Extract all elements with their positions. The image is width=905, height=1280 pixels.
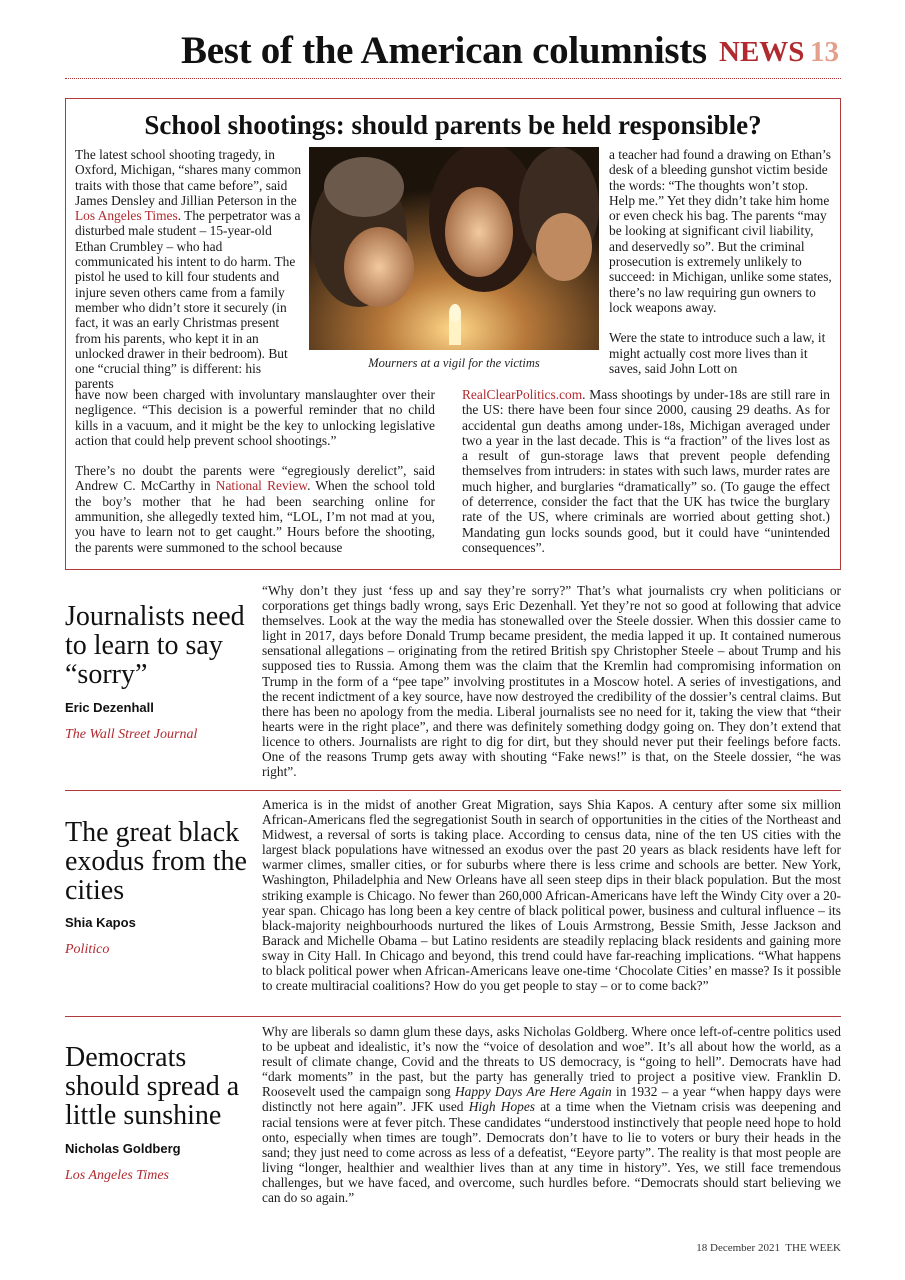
column-body: “Why don’t they just ‘fess up and say they’re sorry?” That’s what journalists cry when politicians or corporations get things badly wrong, says Eric Dezenhall. Yet they’re not so good at following that advice themselves. Look at the way the media has stonewalled over the Steele dossier. When this dossier came to light in 2017, days before Donald Trump became president, the media lapped it up. It contained numerous sensational allegations – originating from the retired British spy Christopher Steele – about Trump and his supposed ties to Russia. Among them was the claim that the Kremlin had compromising information on Trump in the form of a “pee tape” involving prostitutes in a Moscow hotel. A series of investigations, and the recent indictment of a key source, have now destroyed the credibility of the dossier’s central claims. But there has been no apology from the media. Liberal journalists see no need for it, taking the view that “their hearts were in the right place”, and there was definitely something dodgy going on. They don’t extend that licence to others. Journalists are right to dig for dirt, but they should never put their feelings before facts. One of the reasons Trump gets away with shouting “Fake news!” is that, on the Steele dossier, “he was right”. (262, 583, 841, 780)
magazine-name: THE WEEK (785, 1242, 841, 1254)
header-divider (65, 78, 841, 79)
column-author: Eric Dezenhall (65, 700, 154, 715)
song-title: Happy Days Are Here Again (454, 1084, 612, 1100)
column-title: Democrats should spread a little sunshine (65, 1042, 240, 1131)
issue-date: 18 December 2021 (696, 1242, 780, 1254)
photo-caption: Mourners at a vigil for the victims (368, 356, 540, 370)
page-number: 13 (810, 36, 839, 68)
feature-title: School shootings: should parents be held responsible? (144, 110, 762, 140)
feature-col2-bottom: RealClearPolitics.com. Mass shootings by under-18s are still rare in the US: there have been four since 2000, causing 29 deaths. As for accidental gun deaths among under-18s, Michigan averaged under two a year in the last decade. This is “a fraction” of the lives lost as a result of gun-storage laws that prevent people defending themselves from intruders: in states with such laws, murder rates are much higher, and burglaries “dramatically” so. (To gauge the effect of deterrence, consider the fact that the UK has twice the burglary rate of the US, where criminals are worried about getting shot.) Mandating gun locks sounds good, but it could have “unintended consequences”. (462, 387, 830, 555)
section-label: NEWS (719, 36, 805, 68)
column-author: Nicholas Goldberg (65, 1141, 181, 1156)
feature-col1-bottom: have now been charged with involuntary manslaughter over their negligence. “This decision is a powerful reminder that no child kills in a vacuum, and it might be the key to unlocking legislative action that could help prevent school shootings.” There’s no doubt the parents were “egregiously derelict”, said Andrew C. McCarthy in National Review. When the school told the boy’s mother that he had been searching online for ammunition, she allegedly texted him, “LOL, I’m not mad at you, you have to learn not to get caught.” Hours before the shooting, the parents were summoned to the school because (75, 387, 435, 555)
publication-link[interactable]: Los Angeles Times (75, 208, 178, 224)
column-author: Shia Kapos (65, 915, 136, 930)
song-title: High Hopes (468, 1099, 536, 1115)
column-publication: The Wall Street Journal (65, 727, 198, 742)
vigil-photo (309, 147, 599, 350)
column-body: Why are liberals so damn glum these days, asks Nicholas Goldberg. Where once left-of-centre politics used to be upbeat and idealistic, it’s now the “voice of desolation and woe”. It’s all about how the world, as a result of climate change, Covid and the threats to US democracy, is “going to hell”. Democrats have had “dark moments” in the past, but the party has generally tried to project a positive view. Franklin D. Roosevelt used the campaign song Happy Days Are Here Again in 1932 – a year “when happy days were distinctly not here again”. JFK used High Hopes at a time when the Vietnam crisis was deepening and racial tensions were at fever pitch. These candidates “understood instinctively that people need hope to hold onto, especially when times are tough”. Democrats don’t have to lie to voters or bury their heads in the sand; they just need to come across as less of a defeatist, “Eeyore party”. The reality is that most people are living “longer, healthier and wealthier lives than at any time in history”. Yes, we still face tremendous challenges, but we have faced, and overcome, such hurdles before. “Democrats should start believing we can do so again.” (262, 1024, 841, 1206)
column-title: The great black exodus from the cities (65, 817, 247, 906)
column-body: America is in the midst of another Great Migration, says Shia Kapos. A century after some six million African-Americans fled the segregationist South in search of opportunities in the cities of the Northeast and Midwest, a reversal of sorts is taking place. According to census data, nine of the ten US cities with the largest black populations have witnessed an exodus over the past 20 years as black residents have left for warmer climes, smaller cities, or for suburbs where there is less crime and schools are better. New York, Washington, Philadelphia and New Orleans have all seen steep dips in their black population. But the most striking example is Chicago. No fewer than 260,000 African-Americans have left the Windy City over a 20-year span. Chicago has long been a key centre of black political power, business and cultural influence – its black-majority neighbourhoods nurtured the likes of Louis Armstrong, Bessie Smith, Jesse Jackson and Barack and Michelle Obama – but Latino residents are steadily replacing black residents and gaining more sway in City Hall. In Chicago and beyond, this trend could have far-reaching implications. “What happens to black political power when African-Americans leave one-time ‘Chocolate Cities’ en masse? Is it possible to create multiracial coalitions? How do you get people to stay – or to come back?” (262, 797, 841, 994)
column-divider (65, 790, 841, 791)
column-title: Journalists need to learn to say “sorry” (65, 601, 245, 690)
page-footer (696, 1242, 841, 1254)
column-divider (65, 1016, 841, 1017)
column-publication: Politico (65, 942, 110, 957)
feature-col1-top: The latest school shooting tragedy, in Oxford, Michigan, “shares many common traits with those that came before”, said James Densley and Jillian Peterson in the Los Angeles Times. The perpetrator was a disturbed male student – 15-year-old Ethan Crumbley – who had communicated his intent to do harm. The pistol he used to kill four students and injure seven others came from a family member who didn’t store it securely (in fact, it was an early Christmas present from his parents, who kept it in an unlocked drawer in their bedroom). But one “crucial thing” is different: his parents (75, 147, 302, 392)
feature-col2-top: a teacher had found a drawing on Ethan’s desk of a bleeding gunshot victim beside the words: “The thoughts won’t stop. Help me.” Yet they didn’t take him home or even check his bag. The parents “may be looking at significant civil liability, and deservedly so”. But the criminal prosecution is extremely unlikely to succeed: in Michigan, unlike some states, there’s no law requiring gun owners to lock weapons away. Were the state to introduce such a law, it might actually cost more lives than it saves, said John Lott on (609, 147, 832, 376)
page-title: Best of the American columnists (181, 29, 707, 72)
publication-link[interactable]: RealClearPolitics.com (462, 387, 583, 402)
publication-link[interactable]: National Review (215, 478, 308, 494)
column-publication: Los Angeles Times (65, 1168, 169, 1183)
